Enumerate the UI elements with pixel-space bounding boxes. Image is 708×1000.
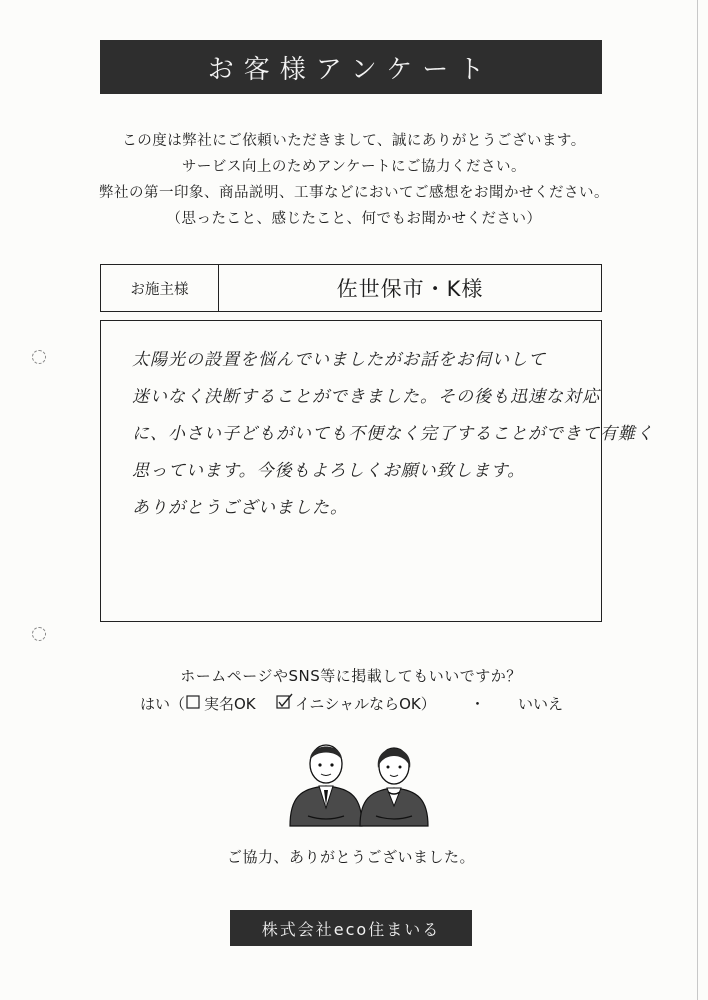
intro-line: （思ったこと、感じたこと、何でもお聞かせください） — [166, 211, 542, 227]
punch-hole-mark — [32, 627, 46, 641]
answer-line: 迷いなく決断することができました。その後も迅速な対応 — [132, 387, 600, 407]
intro-line: 弊社の第一印象、商品説明、工事などにおいてご感想をお聞かせください。 — [99, 185, 609, 201]
realname-checkbox[interactable] — [186, 693, 200, 711]
company-name: 株式会社eco住まいる — [261, 919, 441, 939]
client-label: お施主様 — [101, 265, 219, 311]
survey-title-text: お客様アンケート — [207, 54, 495, 85]
publish-question: ホームページやSNS等に掲載してもいいですか？ — [180, 667, 522, 685]
initials-checkbox[interactable] — [276, 693, 294, 713]
male-staff-figure — [290, 745, 362, 826]
yes-prefix: はい（ — [140, 695, 186, 713]
survey-title — [100, 40, 602, 94]
answer-line: に、小さい子どもがいても不便なく完了することができて有難く — [132, 424, 654, 444]
client-row — [100, 264, 602, 312]
publish-options — [140, 693, 580, 715]
scan-edge — [697, 0, 698, 1000]
answer-line: 太陽光の設置を悩んでいましたがお話をお伺いして — [132, 350, 546, 370]
intro-text — [60, 128, 648, 232]
thanks-message: ご協力、ありがとうございました。 — [226, 848, 475, 866]
female-staff-figure — [360, 748, 428, 826]
realname-option-label: 実名OK — [204, 695, 256, 713]
intro-line: この度は弊社にご依頼いただきまして、誠にありがとうございます。 — [122, 133, 586, 149]
client-name: 佐世保市・K様 — [336, 277, 484, 301]
punch-hole-mark — [32, 350, 46, 364]
company-name-bar — [230, 910, 472, 946]
intro-line: サービス向上のためアンケートにご協力ください。 — [181, 159, 527, 175]
answer-line: 思っています。今後もよろしくお願い致します。 — [132, 461, 526, 481]
initials-option-label: イニシャルならOK） — [295, 695, 436, 713]
staff-bowing-illustration — [286, 736, 434, 832]
answer-line: ありがとうございました。 — [132, 498, 348, 518]
no-option-label: いいえ — [518, 695, 564, 713]
handwritten-answer — [132, 342, 654, 527]
option-separator: ・ — [470, 695, 486, 713]
